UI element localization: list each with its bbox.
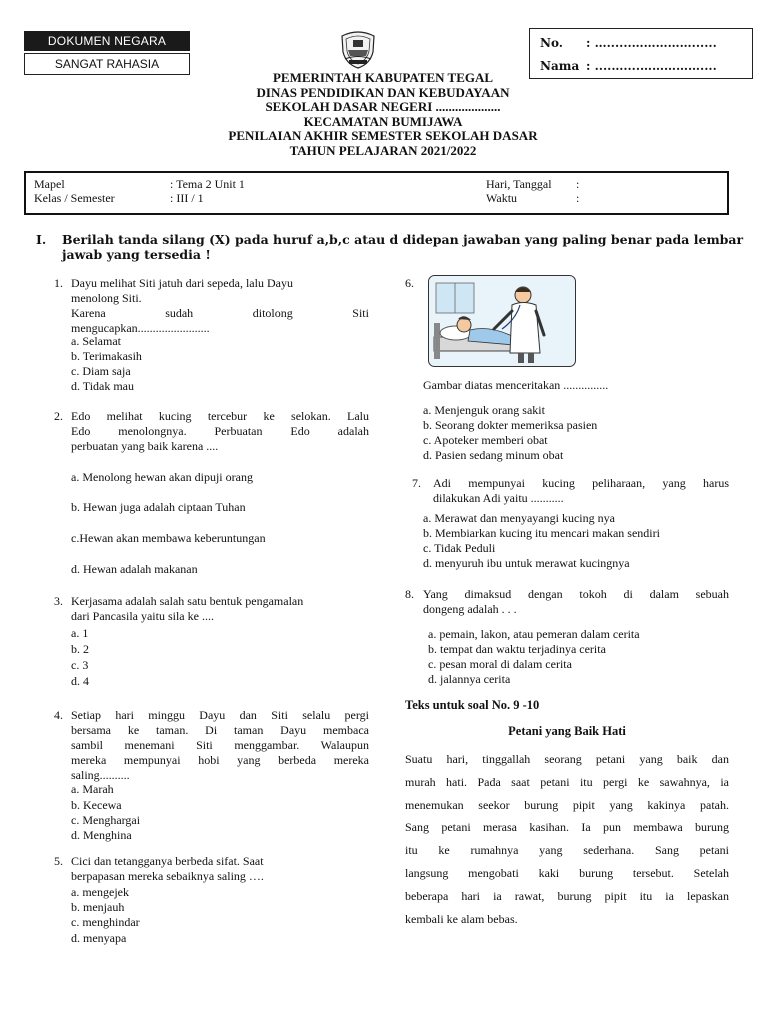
waktu-label: Waktu bbox=[486, 191, 518, 205]
q4-number: 4. bbox=[54, 708, 63, 722]
dokumen-negara-label: DOKUMEN NEGARA bbox=[24, 31, 190, 51]
q1-option-d[interactable]: d. Tidak mau bbox=[71, 379, 135, 393]
q1-option-c[interactable]: c. Diam saja bbox=[71, 364, 131, 378]
q2-option-d[interactable]: d. Hewan adalah makanan bbox=[71, 562, 198, 576]
q7-option-d[interactable]: d. menyuruh ibu untuk merawat kucingnya bbox=[423, 556, 630, 570]
q3-number: 3. bbox=[54, 594, 63, 608]
q1-line-2: menolong Siti. bbox=[71, 291, 142, 305]
q6-prompt: Gambar diatas menceritakan ............... bbox=[423, 378, 609, 392]
q5-line-1: Cici dan tetangganya berbeda sifat. Saat bbox=[71, 854, 264, 868]
q1-line-4: mengucapkan........................ bbox=[71, 321, 210, 335]
q2-option-a[interactable]: a. Menolong hewan akan dipuji orang bbox=[71, 470, 253, 484]
q2-option-c[interactable]: c.Hewan akan membawa keberuntungan bbox=[71, 531, 266, 545]
q2-line-2: Edo menolongnya. Perbuatan Edo adalah bbox=[71, 424, 369, 438]
q3-line-2: dari Pancasila yaitu sila ke .... bbox=[71, 609, 214, 623]
header-line-5: PENILAIAN AKHIR SEMESTER SEKOLAH DASAR bbox=[228, 128, 538, 143]
reading-line-2: murah hati. Pada saat petani itu pergi ke sawahnya, ia bbox=[405, 774, 729, 789]
q5-number: 5. bbox=[54, 854, 63, 868]
q1-line-3a: Karena bbox=[71, 306, 106, 320]
q7-option-b[interactable]: b. Membiarkan kucing itu mencari makan sendiri bbox=[423, 526, 660, 540]
q3-line-1: Kerjasama adalah salah satu bentuk pengamalan bbox=[71, 594, 304, 608]
q4-option-b[interactable]: b. Kecewa bbox=[71, 798, 122, 812]
q7-option-a[interactable]: a. Merawat dan menyayangi kucing nya bbox=[423, 511, 615, 525]
reading-passage bbox=[405, 748, 729, 930]
q1-number: 1. bbox=[54, 276, 63, 290]
q4-line-4: mereka mempunyai hobi yang berbeda mereka bbox=[71, 753, 369, 767]
q7-line-2: dilakukan Adi yaitu ........... bbox=[433, 491, 564, 505]
q8-option-b[interactable]: b. tempat dan waktu terjadinya cerita bbox=[428, 642, 606, 656]
q7-number: 7. bbox=[412, 476, 421, 490]
q1-line-3b: sudah bbox=[165, 306, 194, 320]
q4-line-2: bersama ke taman. Di taman Dayu membaca bbox=[71, 723, 369, 737]
nama-value: : ....…....…………….... bbox=[586, 59, 717, 73]
hari-label: Hari, Tanggal bbox=[486, 177, 552, 191]
q3-option-c[interactable]: c. 3 bbox=[71, 658, 89, 672]
kelas-label: Kelas / Semester bbox=[34, 191, 115, 205]
q8-option-c[interactable]: c. pesan moral di dalam cerita bbox=[428, 657, 572, 671]
reading-line-5: itu ke rumahnya yang sederhana. Sang petani bbox=[405, 843, 729, 858]
q8-line-2: dongeng adalah . . . bbox=[423, 602, 517, 616]
q4-option-d[interactable]: d. Menghina bbox=[71, 828, 132, 842]
q5-option-a[interactable]: a. mengejek bbox=[71, 885, 129, 899]
no-label: No. bbox=[540, 36, 563, 50]
q8-number: 8. bbox=[405, 587, 414, 601]
header-line-3: SEKOLAH DASAR NEGERI .................... bbox=[265, 99, 501, 114]
reading-line-7: beberapa hari ia rawat, burung pipit itu ia lepaskan bbox=[405, 888, 729, 903]
q4-line-3: sambil menemani Siti menggambar. Walaupun bbox=[71, 738, 369, 752]
q7-option-c[interactable]: c. Tidak Peduli bbox=[423, 541, 496, 555]
school-header bbox=[150, 71, 616, 158]
reading-line-4: Sang petani merasa kasihan. Ia pun membawa burung bbox=[405, 820, 729, 835]
q6-option-a[interactable]: a. Menjenguk orang sakit bbox=[423, 403, 545, 417]
q4-line-5: saling.......... bbox=[71, 768, 130, 782]
mapel-value: : Tema 2 Unit 1 bbox=[170, 177, 245, 191]
instruction-line-2: jawab yang tersedia ! bbox=[62, 247, 211, 262]
q8-option-d[interactable]: d. jalannya cerita bbox=[428, 672, 511, 686]
q8-option-a[interactable]: a. pemain, lakon, atau pemeran dalam cerita bbox=[428, 627, 640, 641]
q5-option-d[interactable]: d. menyapa bbox=[71, 931, 127, 945]
mapel-label: Mapel bbox=[34, 177, 65, 191]
q1-line-3d: Siti bbox=[352, 306, 369, 320]
waktu-value: : bbox=[576, 191, 580, 205]
q5-line-2: berpapasan mereka sebaiknya saling …. bbox=[71, 869, 264, 883]
reading-line-1: Suatu hari, tinggallah seorang petani yang baik dan bbox=[405, 752, 729, 766]
q3-option-b[interactable]: b. 2 bbox=[71, 642, 89, 656]
q7-line-1: Adi mempunyai kucing peliharaan, yang harus bbox=[433, 476, 729, 490]
q2-number: 2. bbox=[54, 409, 63, 423]
q2-line-1: Edo melihat kucing tercebur ke selokan. Lalu bbox=[71, 409, 369, 423]
q1-line-3c: ditolong bbox=[252, 306, 293, 320]
q6-option-b[interactable]: b. Seorang dokter memeriksa pasien bbox=[423, 418, 598, 432]
nama-label: Nama bbox=[540, 59, 580, 73]
doctor-patient-illustration bbox=[428, 275, 576, 367]
instruction-roman: I. bbox=[36, 232, 47, 247]
q4-option-a[interactable]: a. Marah bbox=[71, 782, 114, 796]
kelas-value: : III / 1 bbox=[170, 191, 204, 205]
q2-line-3: perbuatan yang baik karena .... bbox=[71, 439, 219, 453]
reading-line-6: langsung mengobati kaki burung tersebut. Setelah bbox=[405, 865, 729, 880]
q6-option-c[interactable]: c. Apoteker memberi obat bbox=[423, 433, 548, 447]
q1-option-b[interactable]: b. Terimakasih bbox=[71, 349, 142, 363]
reading-line-3: menemukan seekor burung pipit yang kakinya patah. bbox=[405, 797, 729, 812]
hari-value: : bbox=[576, 177, 580, 191]
q6-option-d[interactable]: d. Pasien sedang minum obat bbox=[423, 448, 564, 462]
instruction-line-1: Berilah tanda silang (X) pada huruf a,b,c atau d didepan jawaban yang paling benar pada lembar bbox=[62, 232, 744, 247]
q4-line-1: Setiap hari minggu Dayu dan Siti selalu pergi bbox=[71, 708, 369, 722]
q3-option-d[interactable]: d. 4 bbox=[71, 674, 89, 688]
q5-option-c[interactable]: c. menghindar bbox=[71, 915, 140, 929]
header-line-1: PEMERINTAH KABUPATEN TEGAL bbox=[272, 70, 494, 85]
no-value: : …......……………...... bbox=[586, 36, 717, 50]
exam-info-box bbox=[24, 171, 729, 215]
header-line-4: KECAMATAN BUMIJAWA bbox=[303, 113, 463, 129]
q1-option-a[interactable]: a. Selamat bbox=[71, 334, 121, 348]
sangat-rahasia-label: SANGAT RAHASIA bbox=[24, 53, 190, 75]
q5-option-b[interactable]: b. menjauh bbox=[71, 900, 125, 914]
regency-emblem bbox=[337, 30, 379, 70]
reading-heading: Teks untuk soal No. 9 -10 bbox=[405, 698, 540, 712]
q4-option-c[interactable]: c. Menghargai bbox=[71, 813, 141, 827]
header-line-6: TAHUN PELAJARAN 2021/2022 bbox=[289, 142, 477, 158]
q1-line-1: Dayu melihat Siti jatuh dari sepeda, lalu Dayu bbox=[71, 276, 293, 290]
q2-option-b[interactable]: b. Hewan juga adalah ciptaan Tuhan bbox=[71, 500, 246, 514]
q8-line-1: Yang dimaksud dengan tokoh di dalam sebuah bbox=[423, 587, 729, 601]
reading-title: Petani yang Baik Hati bbox=[508, 724, 626, 738]
q3-option-a[interactable]: a. 1 bbox=[71, 626, 89, 640]
reading-line-8: kembali ke alam bebas. bbox=[405, 911, 518, 926]
header-line-2: DINAS PENDIDIKAN DAN KEBUDAYAAN bbox=[256, 84, 510, 100]
q6-number: 6. bbox=[405, 276, 414, 290]
